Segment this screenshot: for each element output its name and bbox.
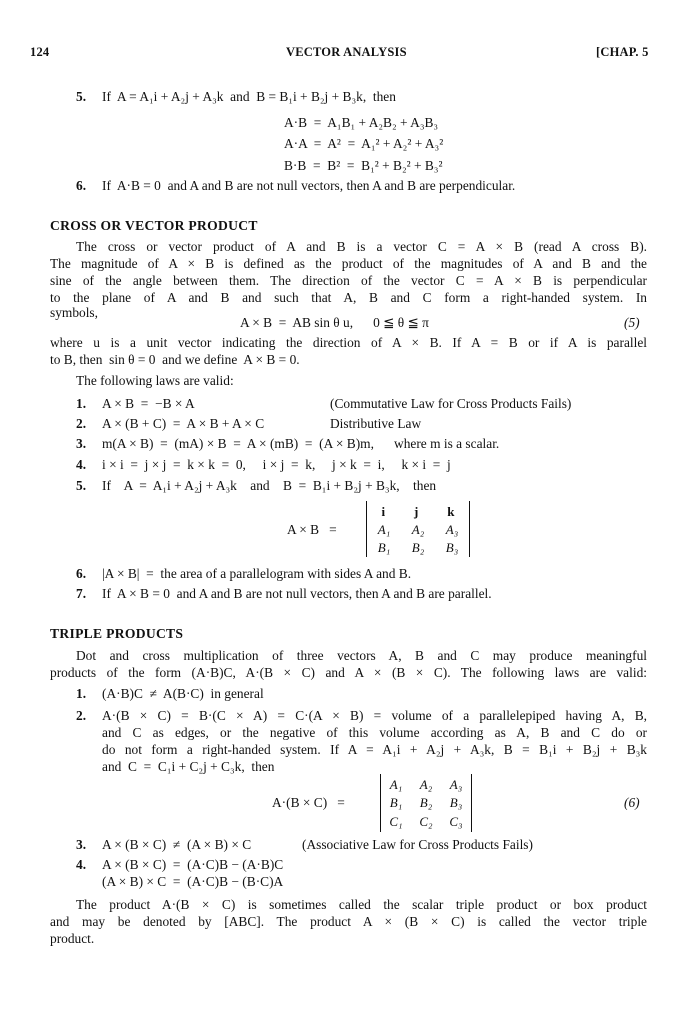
cross-law6: |A × B| = the area of a parallelogram with sides A and B. xyxy=(102,566,412,581)
cross-para1-line3: sine of the angle between them. The direction of the vector C = A × B is perpendicular xyxy=(50,273,647,288)
det-cell: C₃ xyxy=(449,814,463,829)
equation-number-5: (5) xyxy=(624,315,640,330)
cross-law3: m(A × B) = (mA) × B = A × (mB) = (A × B)m, where m is a scalar. xyxy=(102,436,500,451)
det-cell: B₁ xyxy=(389,795,403,810)
equation-number-6: (6) xyxy=(624,795,640,810)
cross-law2: A × (B + C) = A × B + A × C xyxy=(102,416,265,431)
triple-law2-line2: and C as edges, or the negative of this volume according as A, B and C do or xyxy=(102,725,647,740)
dot-item6-text: If A·B = 0 and A and B are not null vectors, then A and B are perpendicular. xyxy=(102,178,516,193)
cross-para2-line1: where u is a unit vector indicating the direction of A × B. If A = B or if A is parallel xyxy=(50,335,647,350)
dot-item5-text: If A = A₁i + A₂j + A₃k and B = B₁i + B₂j + B₃k, then xyxy=(102,89,396,104)
cross-law7: If A × B = 0 and A and B are not null vectors, then A and B are parallel. xyxy=(102,586,492,601)
det-cell: B₂ xyxy=(411,540,425,555)
det-cell: C₁ xyxy=(389,814,403,829)
triple-law2-line1: A·(B × C) = B·(C × A) = C·(A × B) = volume of a parallelepiped having A, B, xyxy=(102,708,647,723)
triple-law2-line3: do not form a right-handed system. If A = A₁i + A₂j + A₃k, B = B₁i + B₂j + B₃k xyxy=(102,742,647,757)
cross-determinant-lhs: A × B = xyxy=(287,522,337,537)
cross-law1: A × B = −B × A xyxy=(102,396,195,411)
triple-det-row1 xyxy=(381,777,471,793)
cross-det-row3 xyxy=(367,540,469,556)
triple-law2-number: 2. xyxy=(76,708,87,723)
det-cell: A₃ xyxy=(445,522,459,537)
cross-equation-5: A × B = AB sin θ u, 0 ≦ θ ≦ π xyxy=(240,315,429,330)
chapter-label: [CHAP. 5 xyxy=(596,45,649,59)
triple-law3: A × (B × C) ≠ (A × B) × C xyxy=(102,837,252,852)
det-cell: C₂ xyxy=(419,814,433,829)
cross-law4: i × i = j × j = k × k = 0, i × j = k, j × k = i, k × i = j xyxy=(102,457,451,472)
cross-law3-number: 3. xyxy=(76,436,87,451)
cross-law1-note: (Commutative Law for Cross Products Fails) xyxy=(330,396,572,411)
triple-det-row2 xyxy=(381,795,471,811)
cross-para2-line2: to B, then sin θ = 0 and we define A × B = 0. xyxy=(50,352,300,367)
triple-heading: TRIPLE PRODUCTS xyxy=(50,626,184,641)
dot-equation-1: A·B = A₁B₁ + A₂B₂ + A₃B₃ xyxy=(284,115,439,130)
triple-closing-line3: product. xyxy=(50,931,95,946)
running-title: VECTOR ANALYSIS xyxy=(286,45,407,59)
triple-law2-line4: and C = C₁i + C₂j + C₃k, then xyxy=(102,759,275,774)
dot-equation-3: B·B = B² = B₁² + B₂² + B₃² xyxy=(284,158,443,173)
det-cell: A₁ xyxy=(389,777,403,792)
det-cell: B₂ xyxy=(419,795,433,810)
cross-det-row1 xyxy=(367,504,469,520)
cross-para1-line1: The cross or vector product of A and B is a vector C = A × B (read A cross B). xyxy=(76,239,647,254)
cross-para1-line2: The magnitude of A × B is defined as the product of the magnitudes of A and B and the xyxy=(50,256,647,271)
triple-determinant xyxy=(380,774,472,832)
triple-law3-note: (Associative Law for Cross Products Fails) xyxy=(302,837,533,852)
page-number: 124 xyxy=(30,45,50,59)
cross-para1-line4: to the plane of A and B and such that A, B and C form a right-handed system. In xyxy=(50,290,647,305)
det-cell: B₃ xyxy=(445,540,459,555)
det-cell: B₃ xyxy=(449,795,463,810)
det-cell: A₃ xyxy=(449,777,463,792)
cross-heading: CROSS OR VECTOR PRODUCT xyxy=(50,218,258,233)
det-cell: k xyxy=(447,504,455,519)
triple-law3-number: 3. xyxy=(76,837,87,852)
cross-det-row2 xyxy=(367,522,469,538)
cross-law2-note: Distributive Law xyxy=(330,416,422,431)
triple-determinant-lhs: A·(B × C) = xyxy=(272,795,345,810)
triple-para1-line1: Dot and cross multiplication of three vectors A, B and C may produce meaningful xyxy=(76,648,647,663)
cross-law6-number: 6. xyxy=(76,566,87,581)
cross-laws-intro: The following laws are valid: xyxy=(76,373,234,388)
triple-law4a: A × (B × C) = (A·C)B − (A·B)C xyxy=(102,857,284,872)
triple-para1-line2: products of the form (A·B)C, A·(B × C) and A × (B × C). The following laws are valid: xyxy=(50,665,647,680)
triple-closing-line2: and may be denoted by [ABC]. The product A × (B × C) is called the vector triple xyxy=(50,914,647,929)
cross-law7-number: 7. xyxy=(76,586,87,601)
triple-law1-number: 1. xyxy=(76,686,87,701)
triple-law1: (A·B)C ≠ A(B·C) in general xyxy=(102,686,264,701)
det-cell: i xyxy=(381,504,386,519)
dot-item5-number: 5. xyxy=(76,89,87,104)
cross-law2-number: 2. xyxy=(76,416,87,431)
det-cell: A₂ xyxy=(419,777,433,792)
cross-law5-number: 5. xyxy=(76,478,87,493)
det-cell: j xyxy=(414,504,419,519)
dot-item6-number: 6. xyxy=(76,178,87,193)
triple-law4-number: 4. xyxy=(76,857,87,872)
cross-determinant xyxy=(366,501,470,557)
triple-det-row3 xyxy=(381,814,471,830)
det-cell: A₁ xyxy=(377,522,391,537)
cross-law5: If A = A₁i + A₂j + A₃k and B = B₁i + B₂j + B₃k, then xyxy=(102,478,437,493)
triple-law4b: (A × B) × C = (A·C)B − (B·C)A xyxy=(102,874,284,889)
det-cell: A₂ xyxy=(411,522,425,537)
triple-closing-line1: The product A·(B × C) is sometimes called the scalar triple product or box product xyxy=(76,897,647,912)
cross-law4-number: 4. xyxy=(76,457,87,472)
dot-equation-2: A·A = A² = A₁² + A₂² + A₃² xyxy=(284,136,444,151)
det-cell: B₁ xyxy=(377,540,391,555)
cross-para1-line5: symbols, xyxy=(50,305,98,320)
cross-law1-number: 1. xyxy=(76,396,87,411)
